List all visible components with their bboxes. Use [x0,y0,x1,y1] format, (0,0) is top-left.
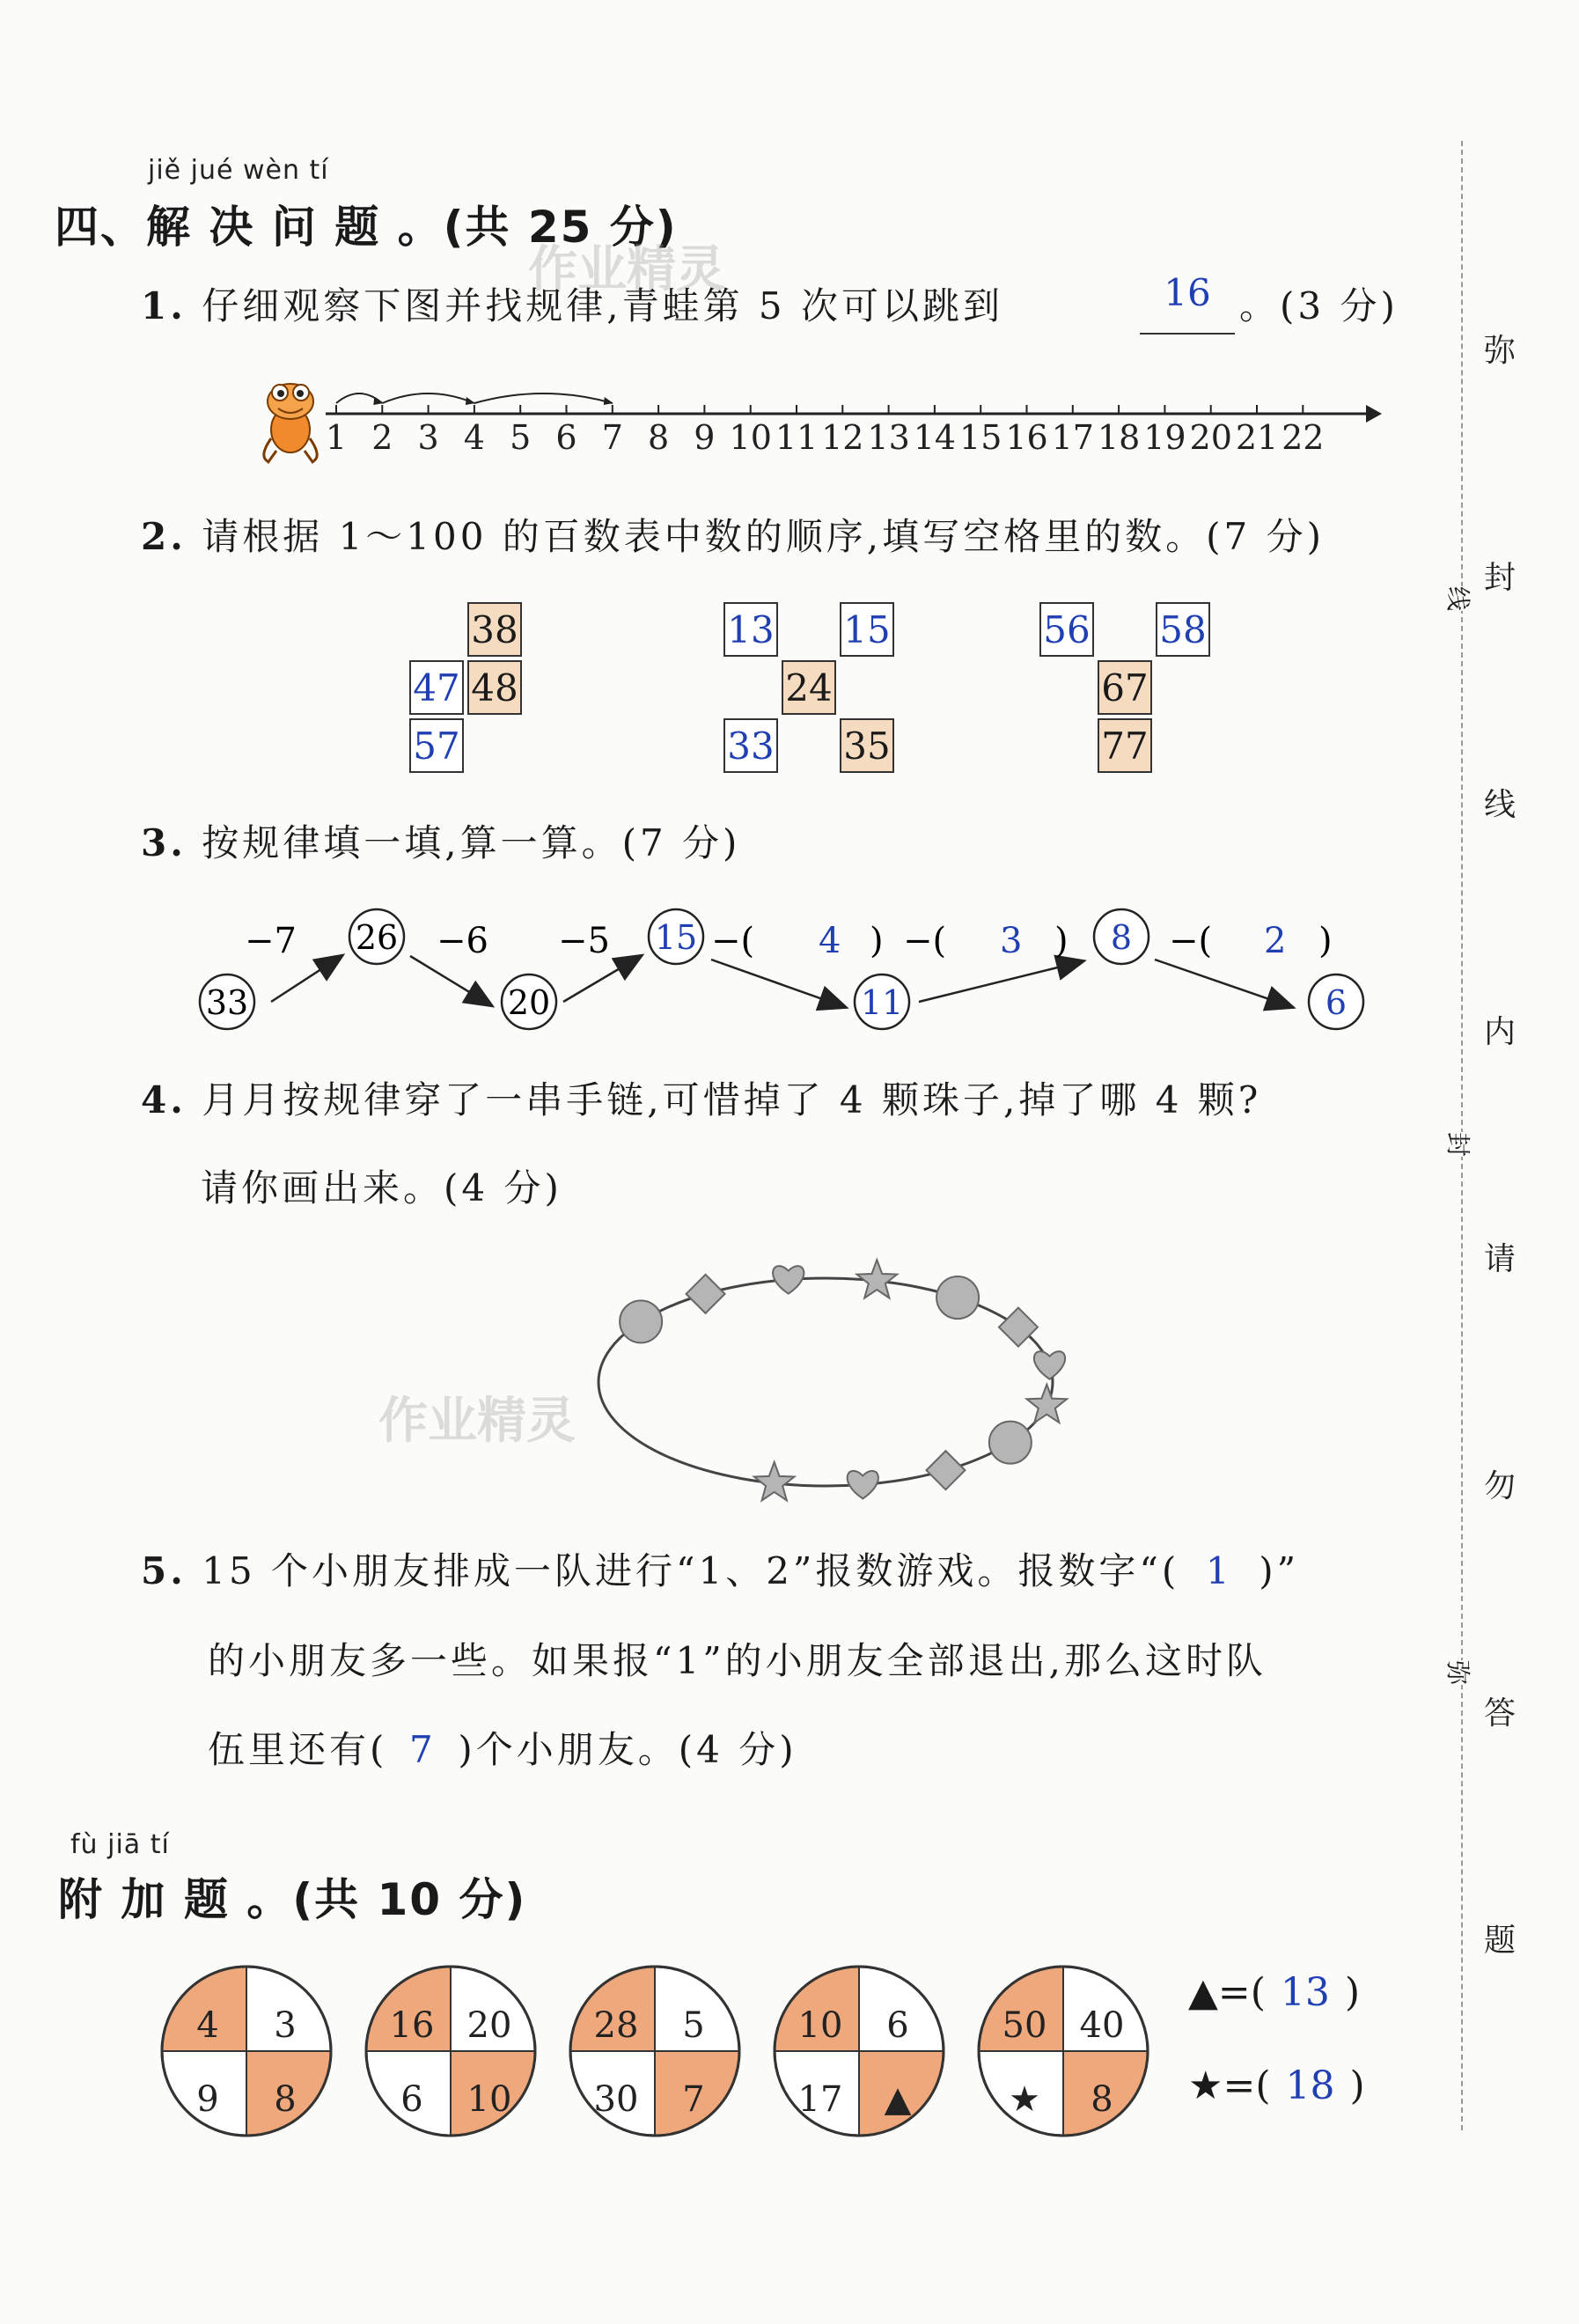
heart-bead-icon [1034,1351,1065,1379]
wheel-1-tr: 3 [274,2005,297,2046]
arrow-5 [919,961,1083,1002]
q1-text: 仔细观察下图并找规律,青蛙第 5 次可以跳到 [202,284,1003,327]
tick-label-7: 7 [601,418,623,457]
q5-line2: 的小朋友多一些。如果报“1”的小朋友全部退出,那么这时队 [208,1639,1267,1682]
star-icon: ★ [1188,2063,1223,2108]
tick-label-14: 14 [913,418,957,457]
circle-33 [200,974,254,1029]
op-blank-3-open: −( [1169,921,1213,961]
watermark-2: 作业精灵 [378,1393,576,1450]
grid3-cell-77: 77 [1098,718,1152,773]
q1-answer-line [1140,333,1235,335]
tick-label-9: 9 [694,418,716,457]
q5-line1-post: )” [1259,1549,1300,1592]
wheel-5-br: 8 [1091,2079,1113,2120]
q1-suffix: 。(3 分) [1239,284,1399,327]
q4-line2: 请你画出来。(4 分) [201,1166,562,1210]
q1 [141,280,1003,333]
op-minus-6: −6 [437,921,488,961]
wheel-2-tr: 20 [466,2005,512,2046]
svg-text:26: 26 [355,918,399,957]
circle-bead-icon [620,1300,662,1342]
margin-char-1: 弥 [1484,333,1517,369]
op-blank-2-close: ) [1054,921,1069,961]
star-bead-icon [1027,1385,1068,1423]
tick-label-22: 22 [1282,418,1325,457]
q5-line1 [141,1545,1299,1598]
star-answer: 18 [1285,2063,1335,2108]
circle-bead-icon [989,1422,1032,1464]
op-blank-3-answer: 2 [1264,921,1287,961]
circle-6 [1309,974,1363,1029]
watermark: 作业精灵 [528,241,725,298]
grid3-cell-56: 56 [1039,602,1094,657]
wheel-2-bl: 6 [400,2079,423,2120]
heart-bead-icon [773,1266,804,1294]
line-mark-3: 弥 [1442,1660,1477,1685]
tick-label-10: 10 [729,418,772,457]
tick-label-15: 15 [959,418,1002,457]
arrow-6 [1155,960,1292,1007]
circle-11 [855,974,909,1029]
section4-pinyin: jiě jué wèn tí [148,155,329,186]
star-eq-open: =( [1223,2063,1271,2108]
grid2-cell-15: 15 [840,602,894,657]
svg-text:15: 15 [654,918,698,957]
line-mark-1: 线 [1442,586,1477,611]
op-minus-7: −7 [245,921,297,961]
margin-char-4: 内 [1484,1014,1517,1050]
wheel-3 [570,1967,739,2136]
wheel-3-tl: 28 [593,2005,639,2046]
triangle-icon: ▲ [1188,1970,1218,2015]
wheel-5 [979,1967,1148,2136]
tick-label-6: 6 [555,418,577,457]
tick-label-11: 11 [775,418,819,457]
q5-line1-pre: 15 个小朋友排成一队进行“1、2”报数游戏。报数字“( [202,1549,1180,1592]
q5-line3-post: )个小朋友。(4 分) [458,1728,797,1771]
tick-label-2: 2 [371,418,393,457]
tick-label-16: 16 [1005,418,1048,457]
q3-chain [176,889,1408,1048]
wheel-5-bl: ★ [1009,2079,1040,2120]
svg-text:6: 6 [1325,983,1348,1022]
q3 [141,817,740,870]
bracelet-string [599,1278,1053,1486]
grid2-cell-24: 24 [782,660,836,715]
wheel-1-br: 8 [274,2079,297,2120]
op-blank-1-answer: 4 [819,921,841,961]
q2-text: 请根据 1～100 的百数表中数的顺序,填写空格里的数。(7 分) [202,515,1326,558]
op-blank-3-close: ) [1318,921,1333,961]
wheel-5-tl: 50 [1002,2005,1047,2046]
star-bead-icon [754,1462,795,1501]
wheel-4-tr: 6 [886,2005,909,2046]
triangle-equation [1188,1970,1360,2015]
circle-bead-icon [936,1276,979,1319]
grid1-cell-48: 48 [467,660,522,715]
wheel-3-br: 7 [682,2079,705,2120]
tick-label-20: 20 [1189,418,1232,457]
margin-char-5: 请 [1484,1241,1517,1277]
circle-20 [502,974,556,1029]
heart-bead-icon [848,1471,878,1499]
bonus-title: 附 加 题 。(共 10 分) [58,1874,527,1925]
q5-number: 5. [141,1549,187,1592]
svg-text:8: 8 [1110,918,1133,957]
wheel-5-tr: 40 [1079,2005,1125,2046]
diamond-bead-icon [926,1451,965,1489]
tick-label-13: 13 [867,418,910,457]
jump-arc-2 [382,393,474,403]
triangle-eq-open: =( [1217,1970,1266,2015]
circle-8 [1094,909,1149,964]
wheel-4-bl: 17 [797,2079,843,2120]
tick-label-19: 19 [1143,418,1186,457]
grid3-cell-67: 67 [1098,660,1152,715]
wheel-2-br: 10 [466,2079,512,2120]
tick-label-4: 4 [463,418,485,457]
tick-label-17: 17 [1051,418,1094,457]
q2 [141,511,1325,563]
wheel-3-tr: 5 [682,2005,705,2046]
svg-text:33: 33 [205,983,249,1022]
q4-line1 [141,1074,1261,1127]
margin-char-3: 线 [1484,787,1517,823]
bonus-pinyin: fù jiā tí [70,1829,170,1860]
jump-arc-3 [474,393,613,403]
q5-answer-1: 1 [1205,1549,1233,1592]
wheel-4-br: ▲ [884,2079,912,2120]
grid1-cell-38: 38 [467,602,522,657]
tick-label-5: 5 [510,418,532,457]
tick-label-18: 18 [1097,418,1141,457]
frog-icon [264,384,317,463]
diamond-bead-icon [687,1275,725,1313]
q4-number: 4. [141,1078,187,1122]
grid2-cell-13: 13 [723,602,778,657]
arrow-2 [410,956,491,1005]
op-blank-1-open: −( [711,921,755,961]
grid3-cell-58: 58 [1156,602,1210,657]
grid1-cell-57: 57 [409,718,464,773]
tick-label-21: 21 [1235,418,1279,457]
q1-number: 1. [141,284,187,327]
grid1-cell-47: 47 [409,660,464,715]
wheel-2 [366,1967,535,2136]
tick-label-8: 8 [648,418,670,457]
q5-line3-pre: 伍里还有( [208,1728,388,1771]
bonus-wheels [158,1954,1179,2148]
op-blank-2-open: −( [903,921,947,961]
section4-title: 四、解 决 问 题 。(共 25 分) [55,202,678,253]
tick-label-1: 1 [325,418,348,457]
wheel-1-bl: 9 [196,2079,219,2120]
wheel-4 [775,1967,944,2136]
circle-15 [649,909,703,964]
margin-char-2: 封 [1484,560,1517,596]
q3-number: 3. [141,821,187,864]
circle-26 [349,909,404,964]
op-minus-5: −5 [558,921,610,961]
q1-answer: 16 [1164,271,1211,314]
q1-number-line [238,368,1382,474]
triangle-eq-close: ) [1344,1970,1361,2015]
tick-label-12: 12 [821,418,864,457]
margin-char-6: 勿 [1484,1468,1517,1504]
diamond-bead-icon [999,1308,1038,1347]
arrow-3 [563,956,641,1002]
jump-arcs [336,393,613,405]
margin-char-7: 答 [1484,1695,1517,1732]
arrow-4 [711,960,845,1007]
q3-text: 按规律填一填,算一算。(7 分) [202,821,741,864]
arrow-1 [271,956,342,1002]
q4-text: 月月按规律穿了一串手链,可惜掉了 4 颗珠子,掉了哪 4 颗? [202,1078,1262,1122]
op-blank-2-answer: 3 [1000,921,1023,961]
q5-answer-2: 7 [409,1728,437,1771]
op-blank-1-close: ) [870,921,884,961]
q2-number: 2. [141,515,187,558]
star-bead-icon [857,1260,898,1298]
wheel-4-tl: 10 [797,2005,843,2046]
svg-text:11: 11 [860,983,904,1022]
line-mark-2: 封 [1442,1132,1477,1157]
triangle-answer: 13 [1280,1970,1330,2015]
q5-line3 [208,1724,797,1776]
svg-text:20: 20 [507,983,551,1022]
wheel-1-tl: 4 [196,2005,219,2046]
margin-char-8: 题 [1484,1923,1517,1959]
bracelet [563,1250,1091,1514]
wheel-3-bl: 30 [593,2079,639,2120]
wheel-2-tl: 16 [389,2005,435,2046]
star-eq-close: ) [1349,2063,1365,2108]
grid2-cell-35: 35 [840,718,894,773]
grid2-cell-33: 33 [723,718,778,773]
star-equation [1188,2063,1365,2108]
wheel-1 [162,1967,331,2136]
axis-arrow [1366,405,1382,423]
tick-label-3: 3 [417,418,439,457]
